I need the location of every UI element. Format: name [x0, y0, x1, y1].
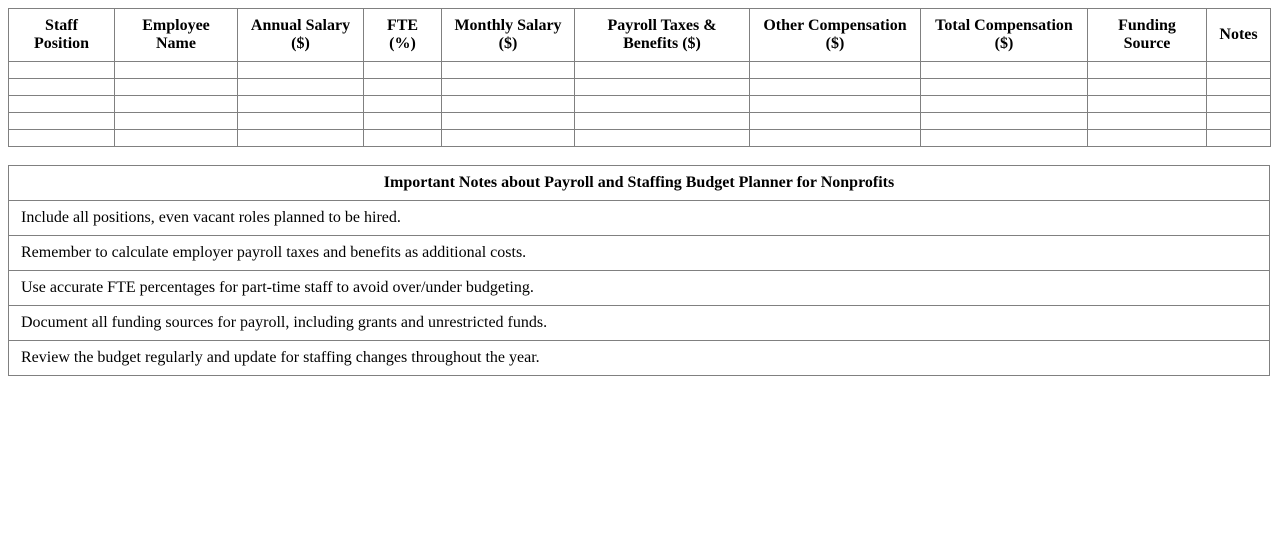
table-cell[interactable] [9, 130, 115, 147]
column-header-line1: FTE [386, 17, 419, 34]
column-header [1088, 9, 1207, 62]
table-row [9, 96, 1271, 113]
column-header [1207, 9, 1271, 62]
table-cell[interactable] [1088, 130, 1207, 147]
table-cell[interactable] [575, 113, 750, 130]
table-cell[interactable] [442, 96, 575, 113]
note-item: Document all funding sources for payroll, including grants and unrestricted funds. [9, 306, 1270, 341]
column-header-line2: Source [1123, 35, 1171, 52]
table-cell[interactable] [238, 62, 364, 79]
column-header-line1: Other Compensation [763, 17, 907, 34]
column-header-line2: Position [33, 35, 90, 52]
important-notes-table [8, 165, 1270, 376]
table-cell[interactable] [1207, 130, 1271, 147]
table-cell[interactable] [1088, 79, 1207, 96]
table-cell[interactable] [238, 113, 364, 130]
table-cell[interactable] [750, 79, 921, 96]
note-item: Use accurate FTE percentages for part-time staff to avoid over/under budgeting. [9, 271, 1270, 306]
table-cell[interactable] [115, 113, 238, 130]
table-cell[interactable] [9, 113, 115, 130]
column-header-line2: ($) [825, 35, 845, 52]
column-header [921, 9, 1088, 62]
note-row [9, 236, 1270, 271]
table-row [9, 130, 1271, 147]
table-cell[interactable] [442, 62, 575, 79]
column-header-line2: ($) [994, 35, 1014, 52]
column-header [575, 9, 750, 62]
table-row [9, 113, 1271, 130]
table-cell[interactable] [115, 79, 238, 96]
table-cell[interactable] [364, 130, 442, 147]
column-header-line2: (%) [389, 35, 416, 52]
table-cell[interactable] [575, 130, 750, 147]
table-cell[interactable] [238, 130, 364, 147]
column-header-line2: Name [156, 35, 196, 52]
column-header [750, 9, 921, 62]
table-cell[interactable] [1207, 79, 1271, 96]
table-cell[interactable] [364, 96, 442, 113]
note-row [9, 306, 1270, 341]
note-row [9, 341, 1270, 376]
table-row [9, 62, 1271, 79]
table-cell[interactable] [750, 130, 921, 147]
table-cell[interactable] [1088, 96, 1207, 113]
table-cell[interactable] [9, 62, 115, 79]
table-cell[interactable] [238, 96, 364, 113]
column-header-line2: ($) [498, 35, 518, 52]
note-row [9, 271, 1270, 306]
payroll-budget-table [8, 8, 1271, 147]
column-header [364, 9, 442, 62]
header-row [9, 9, 1271, 62]
table-cell[interactable] [9, 96, 115, 113]
column-header-line1: Notes [1219, 26, 1258, 43]
table-cell[interactable] [442, 130, 575, 147]
table-cell[interactable] [921, 113, 1088, 130]
table-cell[interactable] [921, 62, 1088, 79]
note-item: Review the budget regularly and update for staffing changes throughout the year. [9, 341, 1270, 376]
table-cell[interactable] [921, 79, 1088, 96]
table-cell[interactable] [364, 62, 442, 79]
note-item: Include all positions, even vacant roles planned to be hired. [9, 201, 1270, 236]
table-cell[interactable] [1088, 113, 1207, 130]
table-cell[interactable] [9, 79, 115, 96]
table-row [9, 79, 1271, 96]
column-header [442, 9, 575, 62]
page-content [8, 8, 1270, 376]
table-cell[interactable] [750, 96, 921, 113]
column-header-line1: Annual Salary [250, 17, 351, 34]
table-cell[interactable] [442, 113, 575, 130]
table-cell[interactable] [1207, 62, 1271, 79]
column-header-line2: Benefits ($) [623, 35, 701, 52]
table-cell[interactable] [1207, 96, 1271, 113]
table-cell[interactable] [750, 113, 921, 130]
table-cell[interactable] [575, 96, 750, 113]
column-header-line1: Total Compensation [935, 17, 1073, 34]
table-cell[interactable] [1207, 113, 1271, 130]
table-cell[interactable] [750, 62, 921, 79]
notes-title-row [9, 166, 1270, 201]
column-header-line1: Funding [1118, 17, 1176, 34]
note-row [9, 201, 1270, 236]
table-cell[interactable] [115, 62, 238, 79]
column-header [9, 9, 115, 62]
column-header-line1: Employee [142, 17, 210, 34]
table-cell[interactable] [575, 79, 750, 96]
table-cell[interactable] [364, 79, 442, 96]
note-item: Remember to calculate employer payroll taxes and benefits as additional costs. [9, 236, 1270, 271]
column-header-line1: Payroll Taxes & [607, 17, 717, 34]
table-cell[interactable] [1088, 62, 1207, 79]
table-cell[interactable] [921, 96, 1088, 113]
table-cell[interactable] [364, 113, 442, 130]
column-header-line2: ($) [291, 35, 310, 52]
table-cell[interactable] [115, 96, 238, 113]
column-header [115, 9, 238, 62]
table-cell[interactable] [115, 130, 238, 147]
notes-title: Important Notes about Payroll and Staffing Budget Planner for Nonprofits [9, 166, 1270, 201]
table-cell[interactable] [575, 62, 750, 79]
column-header [238, 9, 364, 62]
column-header-line1: Staff [45, 17, 78, 34]
table-cell[interactable] [238, 79, 364, 96]
table-cell[interactable] [442, 79, 575, 96]
table-cell[interactable] [921, 130, 1088, 147]
column-header-line1: Monthly Salary [454, 17, 562, 34]
